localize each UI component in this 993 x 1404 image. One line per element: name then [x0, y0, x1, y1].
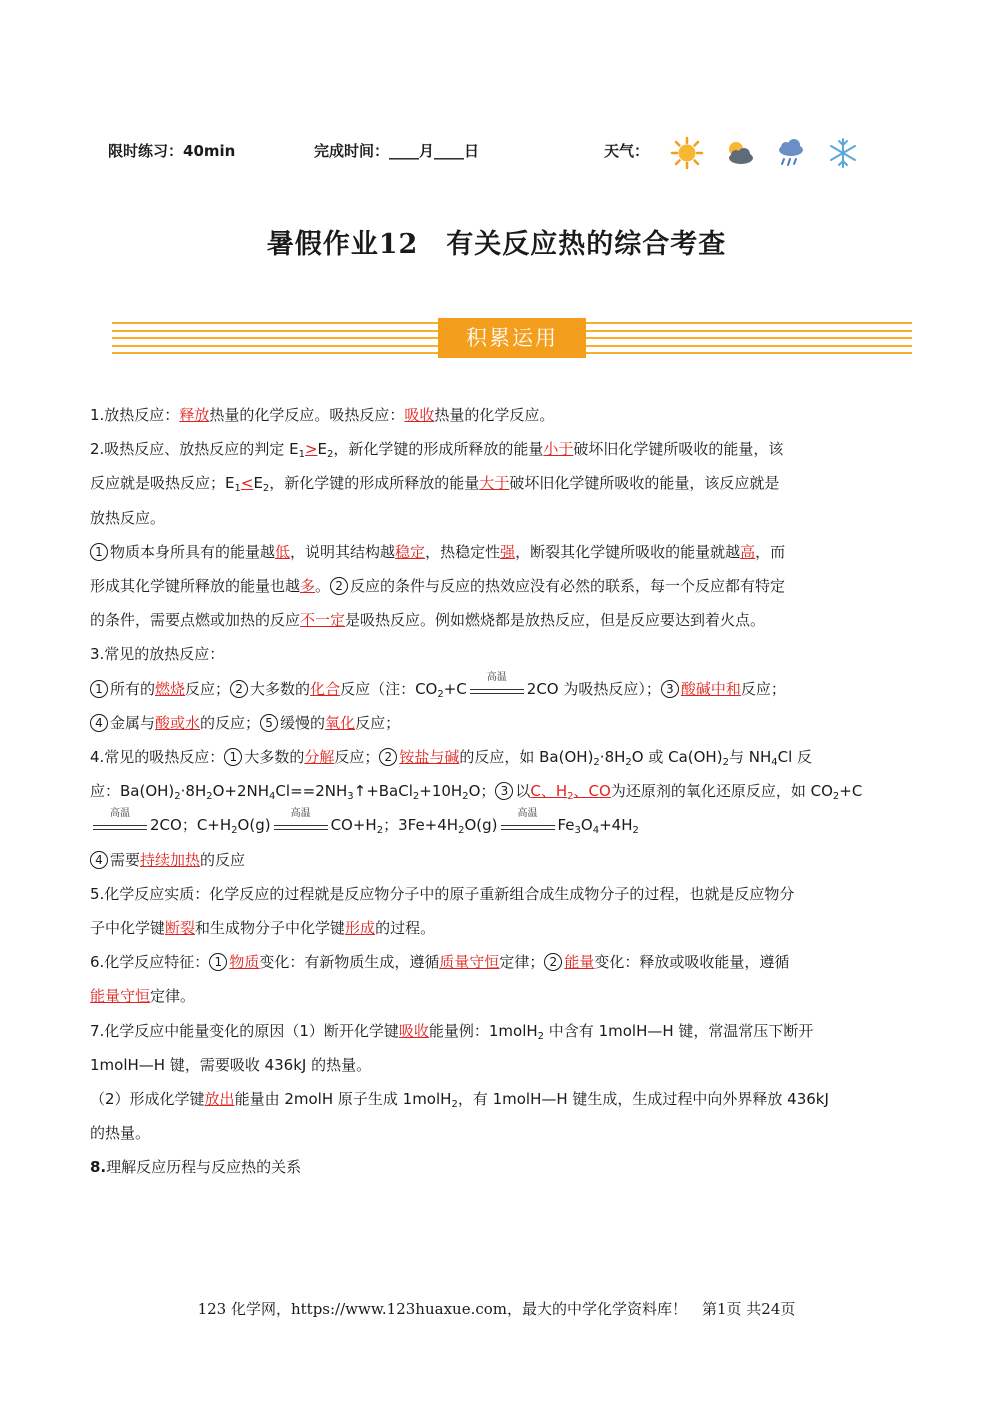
- answer: 吸收: [398, 1021, 429, 1040]
- answer: 分解: [304, 748, 335, 767]
- answer: <: [240, 474, 254, 493]
- reaction-condition: 高温: [93, 816, 147, 832]
- snowflake-icon: [826, 136, 860, 170]
- paragraph-11: 4.常见的吸热反应： 1 大多数的分解反应； 2 铵盐与碱的反应，如 $Ba(OH)_2\cdot 8H_2O$ 或 $Ca(OH)_2$与 $NH_4Cl$ 反: [90, 748, 813, 769]
- time-limit: 限时练习：40min: [108, 142, 236, 160]
- rain-icon: [774, 136, 808, 170]
- paragraph-19: 7.化学反应中能量变化的原因（1）断开化学键吸收能量例：1molH$_2$ 中含有 1molH—H 键，常温常压下断开: [90, 1021, 814, 1042]
- answer: 低: [275, 542, 291, 561]
- answer: 燃烧: [155, 679, 186, 698]
- content: [90, 398, 902, 1185]
- paragraph-20: 1molH—H 键，需要吸收 436kJ 的热量。: [90, 1055, 372, 1074]
- answer: 酸或水: [155, 713, 201, 732]
- answer: 氧化: [325, 713, 356, 732]
- paragraph-22: 的热量。: [90, 1124, 151, 1143]
- paragraph-18: 能量守恒定律。: [90, 987, 196, 1006]
- answer: 不一定: [300, 611, 346, 630]
- header: [108, 136, 888, 166]
- answer: >: [304, 440, 318, 459]
- circled-number: 2: [544, 953, 562, 971]
- paragraph-10: 4 金属与酸或水的反应； 5 缓慢的氧化反应；: [90, 706, 902, 740]
- circled-number: 1: [90, 680, 108, 698]
- reaction-condition: 高温: [274, 816, 328, 832]
- paragraph-5: 1 物质本身所具有的能量越低，说明其结构越稳定，热稳定性强，断裂其化学键所吸收的能量就越高，而: [90, 535, 902, 569]
- answer: 吸收: [404, 406, 435, 424]
- answer: 化合: [310, 679, 341, 698]
- answer: 强: [500, 542, 516, 561]
- footer: 123 化学网，https://www.123huaxue.com，最大的中学化学资料库！ 第1页 共24页: [197, 1300, 796, 1318]
- answer: 小于: [543, 440, 574, 459]
- circled-number: 2: [330, 577, 348, 595]
- answer: 多: [300, 577, 316, 596]
- circled-number: 3: [661, 680, 679, 698]
- paragraph-7: 的条件，需要点燃或加热的反应不一定是吸热反应。例如燃烧都是放热反应，但是反应要达到着火点。: [90, 611, 766, 630]
- paragraph-3: 反应就是吸热反应；$E_1<E_2$，新化学键的形成所释放的能量大于破坏旧化学键所吸收的能量，该反应就是: [90, 474, 780, 495]
- reaction-condition: 高温: [470, 680, 524, 696]
- paragraph-14: 4 需要持续加热的反应: [90, 843, 902, 877]
- section-banner: [112, 318, 912, 358]
- answer: 形成: [345, 919, 376, 938]
- weather-label: 天气：: [604, 142, 650, 160]
- reaction-condition: 高温: [501, 816, 555, 832]
- paragraph-12: 应：$Ba(OH)_2\cdot 8H_2O+2NH_4Cl==2NH_3↑+BaCl_2+10H_2O$； 3 以C、$H_2$、CO为还原剂的氧化还原反应，如 $CO_2+C$: [90, 782, 863, 803]
- partly-cloudy-icon: [722, 136, 756, 170]
- answer: 放出: [204, 1090, 235, 1109]
- answer: 酸碱中和: [680, 679, 741, 698]
- circled-number: 1: [224, 748, 242, 766]
- paragraph-21: （2）形成化学键放出能量由 2molH 原子生成 1molH$_2$，有 1molH—H 键生成，生成过程中向外界释放 436kJ: [90, 1090, 829, 1111]
- paragraph-9: 1 所有的燃烧反应； 2 大多数的化合反应（注：$CO_2+C$ 高温 2CO 为吸热反应）； 3 酸碱中和反应；: [90, 672, 902, 706]
- answer: 铵盐与碱: [399, 748, 460, 767]
- circled-number: 5: [260, 714, 278, 732]
- answer: 质量守恒: [439, 953, 500, 972]
- answer: 能量守恒: [90, 987, 151, 1006]
- circled-number: 2: [379, 748, 397, 766]
- banner-label: 积累运用: [438, 318, 586, 358]
- circled-number: 4: [90, 714, 108, 732]
- circled-number: 1: [90, 543, 108, 561]
- paragraph-23: 8.理解反应历程与反应热的关系: [90, 1158, 302, 1177]
- finish-time: 完成时间：____月____日: [314, 142, 480, 160]
- answer: 断裂: [165, 919, 196, 938]
- paragraph-4: 放热反应。: [90, 508, 166, 527]
- circled-number: 2: [230, 680, 248, 698]
- sun-icon: [670, 136, 704, 170]
- circled-number: 1: [209, 953, 227, 971]
- paragraph-15: 5.化学反应实质：化学反应的过程就是反应物分子中的原子重新组合成生成物分子的过程，也就是反应物分: [90, 884, 795, 903]
- paragraph-13: 高温 2CO；$C+H_2O(g)$ 高温 $CO+H_2$；$3Fe+4H_2O(g)$ 高温 $Fe_3O_4+4H_2$: [90, 808, 902, 842]
- answer: 能量: [564, 953, 595, 972]
- paragraph-16: 子中化学键断裂和生成物分子中化学键形成的过程。: [90, 919, 436, 938]
- circled-number: 4: [90, 851, 108, 869]
- answer: 释放: [179, 406, 210, 424]
- answer: 持续加热: [140, 850, 201, 869]
- circled-number: 3: [495, 782, 513, 800]
- answer: 物质: [229, 953, 260, 972]
- paragraph-1: 1.放热反应：释放热量的化学反应。吸热反应：吸收热量的化学反应。: [90, 406, 555, 424]
- answer: 稳定: [395, 542, 426, 561]
- answer: C、$H_2$、CO: [530, 782, 611, 803]
- answer: 高: [740, 542, 756, 561]
- answer: 大于: [479, 474, 510, 493]
- paragraph-17: 6.化学反应特征： 1 物质变化：有新物质生成，遵循质量守恒定律； 2 能量变化：释放或吸收能量，遵循: [90, 953, 790, 972]
- page-title: 暑假作业12 有关反应热的综合考查: [266, 229, 727, 260]
- paragraph-2: 2.吸热反应、放热反应的判定 $E_1>E_2$，新化学键的形成所释放的能量小于破坏旧化学键所吸收的能量，该: [90, 440, 784, 461]
- paragraph-8: 3.常见的放热反应：: [90, 645, 225, 664]
- paragraph-6: 形成其化学键所释放的能量也越多。 2 反应的条件与反应的热效应没有必然的联系，每一个反应都有特定: [90, 577, 786, 596]
